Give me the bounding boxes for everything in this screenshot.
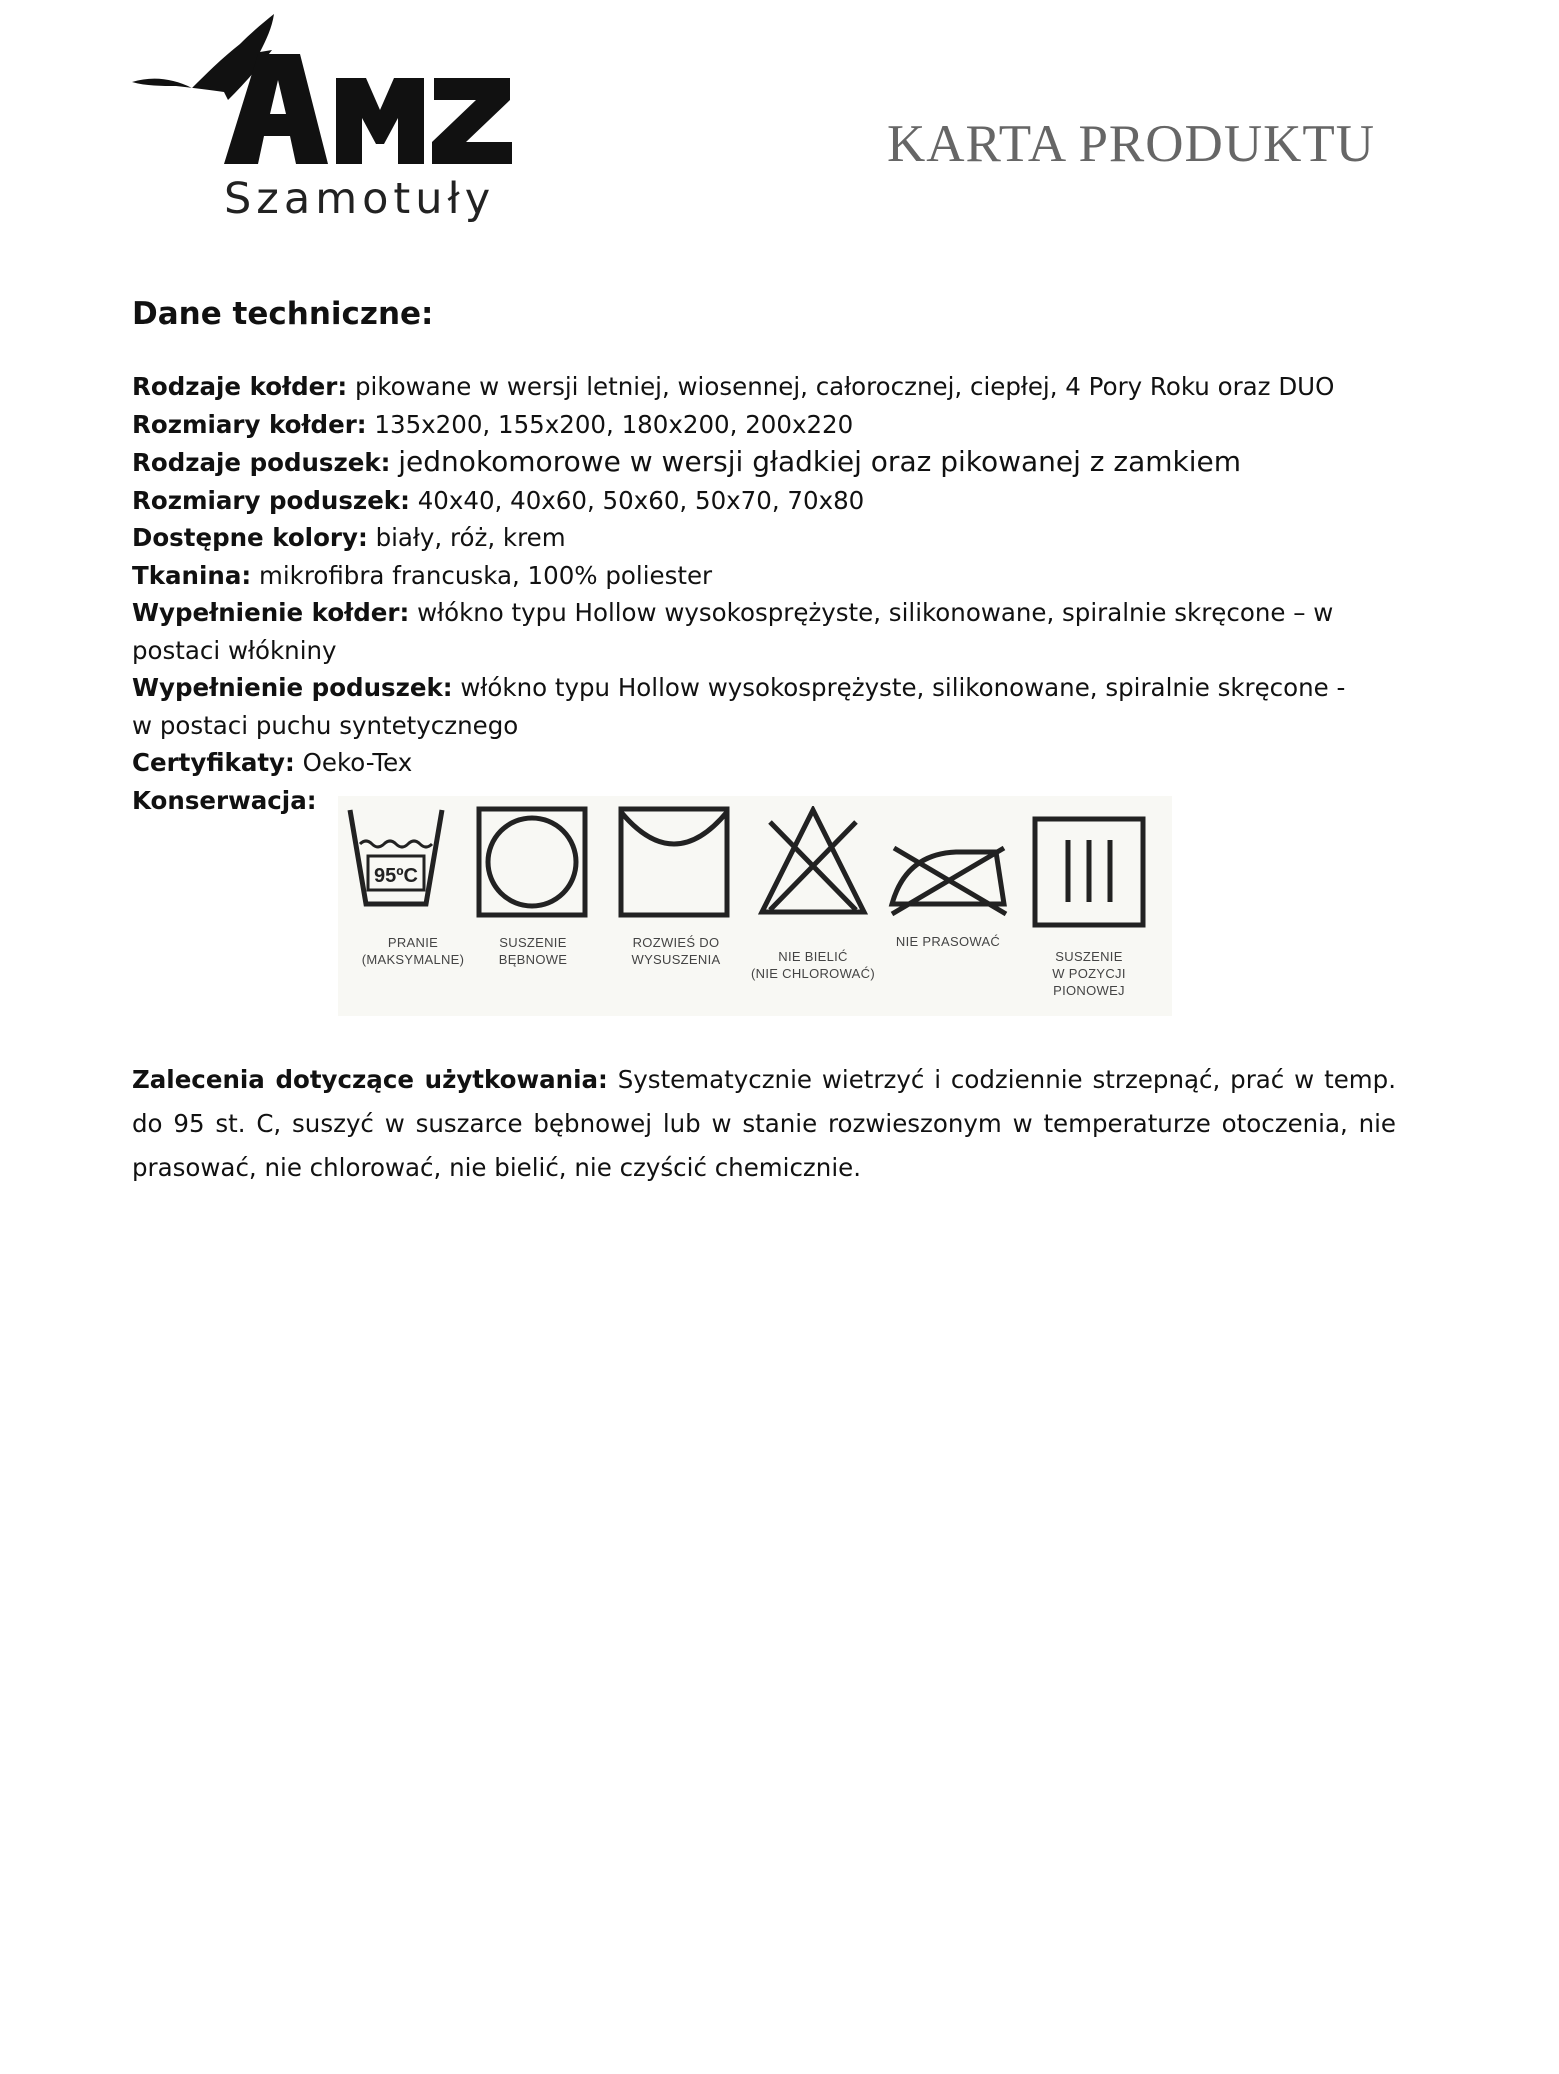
spec-row [132,406,1412,444]
spec-value: 135x200, 155x200, 180x200, 200x220 [374,409,854,439]
spec-value: Oeko-Tex [302,748,413,777]
company-logo [132,14,532,229]
spec-value: włókno typu Hollow wysokosprężyste, silikonowane, spiralnie skręcone - w postaci puchu syntetycznego [132,673,1346,740]
spec-row [132,744,1412,782]
care-caption: ROZWIEŚ DO WYSUSZENIA [631,935,721,967]
spec-label: Wypełnienie kołder: [132,598,410,627]
bird-logo-icon [132,14,532,174]
wash-95-icon [346,804,446,914]
section-heading-technical: Dane techniczne: [132,296,434,332]
spec-label: Rozmiary kołder: [132,409,367,439]
logo-subtitle: Szamotuły [224,174,496,224]
care-caption: NIE BIELIĆ (NIE CHLOROWAĆ) [751,949,875,981]
wash-temperature: 95ºC [374,865,418,887]
spec-row [132,368,1412,406]
spec-label: Konserwacja: [132,785,317,815]
spec-row [132,669,1372,744]
technical-specs-list [132,368,1412,819]
spec-label: Rozmiary poduszek: [132,485,410,515]
spec-value: biały, róż, krem [375,523,566,552]
spec-row [132,443,1412,482]
document-title: KARTA PRODUKTU [887,115,1376,173]
spec-value: pikowane w wersji letniej, wiosennej, całorocznej, ciepłej, 4 Pory Roku oraz DUO [354,372,1335,401]
spec-row [132,482,1412,520]
spec-label: Wypełnienie poduszek: [132,673,453,702]
usage-recommendations [132,1058,1396,1190]
care-caption: PRANIE (MAKSYMALNE) [361,935,465,967]
care-caption: NIE PRASOWAĆ [895,934,1001,949]
care-caption: SUSZENIE W POZYCJI PIONOWEJ [1052,949,1126,998]
spec-row [132,594,1372,669]
spec-label: Rodzaje poduszek: [132,448,391,477]
drip-dry-icon [1032,816,1146,928]
spec-value: mikrofibra francuska, 100% poliester [258,560,713,590]
line-dry-icon [618,806,730,918]
spec-value: 40x40, 40x60, 50x60, 50x70, 70x80 [417,485,865,515]
spec-value: włókno typu Hollow wysokosprężyste, silikonowane, spiralnie skręcone – w postaci włókniny [132,598,1334,665]
spec-label: Tkanina: [132,560,252,590]
no-bleach-icon [758,806,868,918]
spec-row [132,519,1412,557]
recommendations-text: Systematycznie wietrzyć i codziennie strzepnąć, prać w temp. do 95 st. C, suszyć w suszarce bębnowej lub w stanie rozwieszonym w temperaturze otoczenia, nie prasować, nie chlorować, nie bielić, nie czyścić chemicznie. [132,1065,1397,1182]
tumble-dry-icon [476,806,588,918]
care-symbols-panel [338,796,1172,1016]
care-caption: SUSZENIE BĘBNOWE [498,935,568,967]
recommendations-label: Zalecenia dotyczące użytkowania: [132,1065,608,1094]
spec-row [132,557,1412,595]
spec-label: Certyfikaty: [132,748,295,777]
spec-label: Rodzaje kołder: [132,372,348,401]
no-iron-icon [886,842,1010,918]
spec-value: jednokomorowe w wersji gładkiej oraz pikowanej z zamkiem [398,445,1242,478]
spec-label: Dostępne kolory: [132,523,368,552]
